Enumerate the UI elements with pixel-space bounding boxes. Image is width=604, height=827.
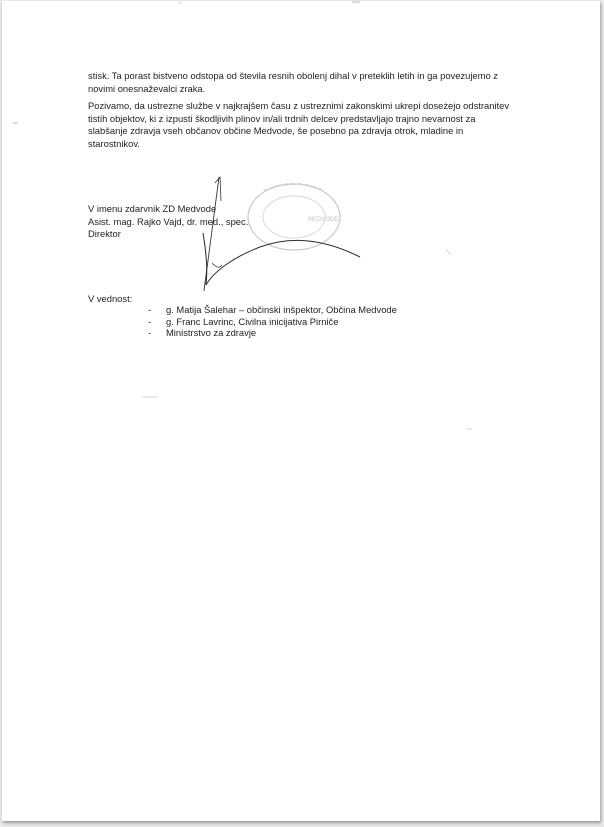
cc-recipient: g. Franc Lavrinc, Civilna inicijativa Pirniče xyxy=(166,315,339,327)
paragraph-line: tistih objektov, ki z izpusti škodljivih plinov in/ali trdnih delcev predstavljajo trajno nevarnost za xyxy=(88,112,476,124)
paragraph-line: stisk. Ta porast bistveno odstopa od števila resnih obolenj dihal v preteklih letih in ga povezujemo z xyxy=(88,70,498,81)
signer-name: Asist. mag. Rajko Vajd, dr. med., spec. xyxy=(88,215,249,227)
paragraph-line: starostnikov. xyxy=(88,137,140,149)
cc-recipient: Ministrstvo za zdravje xyxy=(166,327,257,338)
signer-title: Direktor xyxy=(88,228,121,240)
paragraph-line: slabšanje zdravja vseh občanov občine Medvode, še posebno pa zdravja otrok, mladine in xyxy=(88,125,464,137)
signer-organisation: V imenu zdarvnik ZD Medvode xyxy=(88,203,217,214)
cc-label: V vednost: xyxy=(88,293,133,304)
paragraph-line: Pozivamo, da ustrezne službe v najkrajšem času z ustreznimi zakonskimi ukrepi doseżejo odstranitev xyxy=(88,100,510,111)
paragraph-line: novimi onesnaževalci zraka. xyxy=(88,82,206,94)
list-dash: - xyxy=(148,304,152,315)
cc-recipient: g. Matija Šalehar – občinski inšpektor, Občina Medvode xyxy=(166,304,397,315)
document-page xyxy=(2,1,600,821)
scan-artifacts xyxy=(2,1,600,821)
list-dash: - xyxy=(148,327,152,338)
stamp-label: MEDVODE xyxy=(308,217,339,223)
list-dash: - xyxy=(148,315,152,327)
